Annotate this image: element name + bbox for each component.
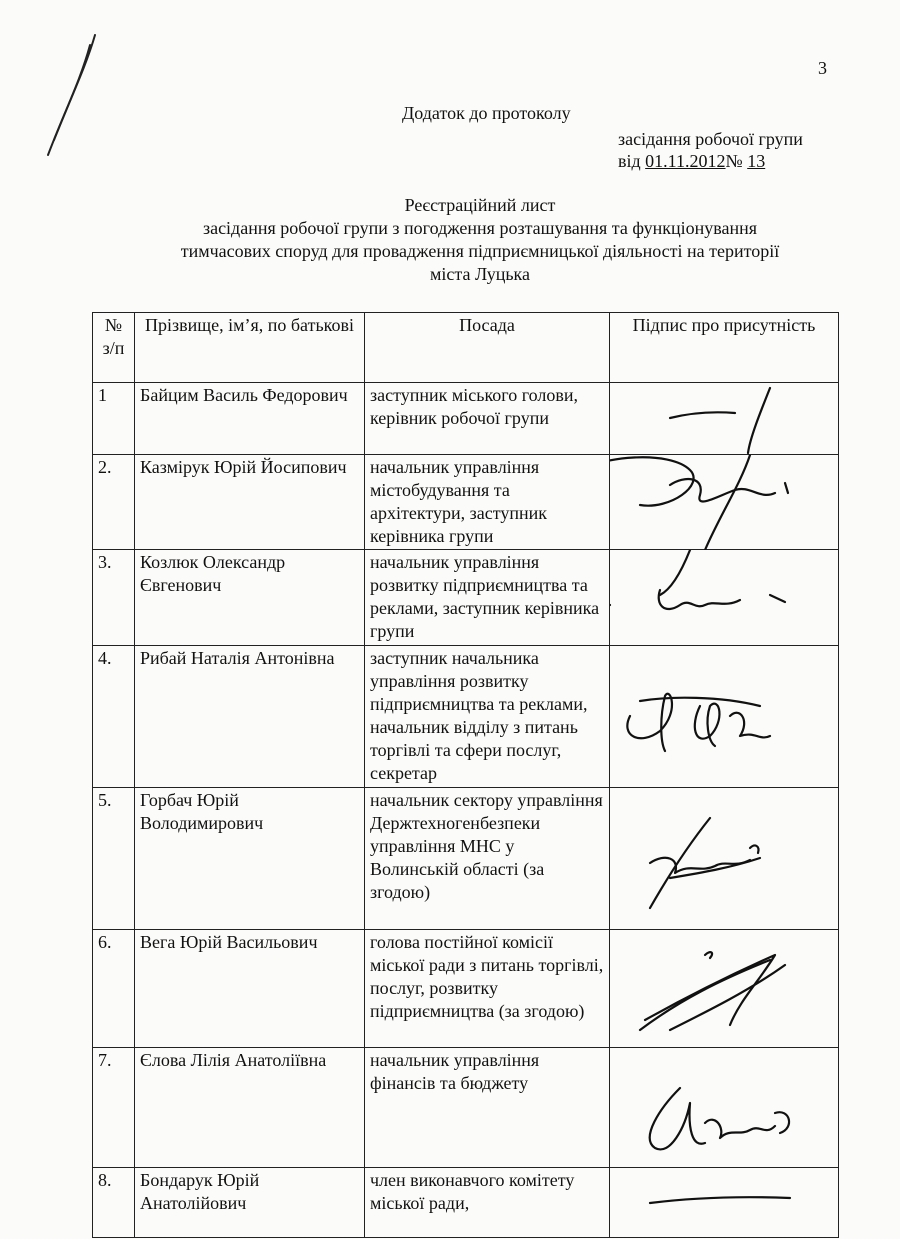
row-position: начальник управління розвитку підприємництва та реклами, заступник керівника групи [365, 550, 610, 646]
addendum-title: Додаток до протоколу [402, 103, 571, 123]
signature-cell [610, 1168, 839, 1238]
protocol-date: 01.11.2012 [645, 151, 726, 171]
page-number: 3 [818, 58, 827, 78]
header-name: Прізвище, ім’я, по батькові [135, 313, 365, 383]
handwritten-signature [610, 550, 839, 646]
row-num: 3. [93, 550, 135, 646]
row-name: Козлюк Олександр Євгенович [135, 550, 365, 646]
table-header-row [93, 313, 839, 383]
table-row [93, 550, 839, 646]
row-name: Єлова Лілія Анатоліївна [135, 1048, 365, 1168]
registration-table [92, 312, 839, 1238]
row-position: голова постійної комісії міської ради з питань торгівлі, послуг, розвитку підприємництва (за згодою) [365, 930, 610, 1048]
header-num: № з/п [93, 313, 135, 383]
addendum-date-line [618, 151, 765, 172]
handwritten-signature [610, 788, 839, 930]
row-num: 1 [93, 383, 135, 455]
handwritten-signature [610, 1048, 839, 1168]
table-row [93, 930, 839, 1048]
heading-line-2: тимчасових споруд для провадження підприємницької діяльності на території [180, 241, 780, 261]
table-row [93, 383, 839, 455]
document-heading [110, 194, 850, 286]
row-num: 5. [93, 788, 135, 930]
margin-scan-mark [40, 30, 110, 160]
row-name: Вега Юрій Васильович [135, 930, 365, 1048]
table-row [93, 1048, 839, 1168]
row-position: начальник управління фінансів та бюджету [365, 1048, 610, 1168]
table-row [93, 455, 839, 550]
signature-cell [610, 383, 839, 455]
signature-cell [610, 455, 839, 550]
row-position: начальник сектору управління Держтехногенбезпеки управління МНС у Волинській області (за згодою) [365, 788, 610, 930]
row-name: Горбач Юрій Володимирович [135, 788, 365, 930]
row-position: начальник управління містобудування та архітектури, заступник керівника групи [365, 455, 610, 550]
row-position: заступник начальника управління розвитку підприємництва та реклами, начальник відділу з питань торгівлі та сфери послуг, секретар [365, 646, 610, 788]
heading-line-1: засідання робочої групи з погодження розташування та функціонування [202, 218, 758, 238]
row-num: 2. [93, 455, 135, 550]
row-position: член виконавчого комітету міської ради, [365, 1168, 610, 1238]
signature-cell [610, 1048, 839, 1168]
handwritten-signature [610, 930, 839, 1048]
table-row [93, 1168, 839, 1238]
row-num: 6. [93, 930, 135, 1048]
addendum-meeting-line: засідання робочої групи [618, 129, 803, 149]
signature-cell [610, 788, 839, 930]
row-name: Казмірук Юрій Йосипович [135, 455, 365, 550]
signature-cell [610, 930, 839, 1048]
number-prefix: № [725, 151, 748, 171]
heading-line-3: міста Луцька [429, 264, 531, 284]
handwritten-signature [610, 455, 839, 550]
handwritten-signature [610, 646, 839, 788]
row-num: 8. [93, 1168, 135, 1238]
header-position: Посада [365, 313, 610, 383]
table-row [93, 646, 839, 788]
row-name: Байцим Василь Федорович [135, 383, 365, 455]
handwritten-signature [610, 383, 839, 455]
signature-cell [610, 550, 839, 646]
table-row [93, 788, 839, 930]
signature-cell [610, 646, 839, 788]
date-prefix: від [618, 151, 646, 171]
row-num: 4. [93, 646, 135, 788]
row-position: заступник міського голови, керівник робочої групи [365, 383, 610, 455]
row-num: 7. [93, 1048, 135, 1168]
protocol-number: 13 [747, 151, 766, 171]
header-signature: Підпис про присутність [610, 313, 839, 383]
row-name: Рибай Наталія Антонівна [135, 646, 365, 788]
heading-title: Реєстраційний лист [404, 195, 556, 215]
handwritten-signature [610, 1168, 839, 1238]
row-name: Бондарук Юрій Анатолійович [135, 1168, 365, 1238]
